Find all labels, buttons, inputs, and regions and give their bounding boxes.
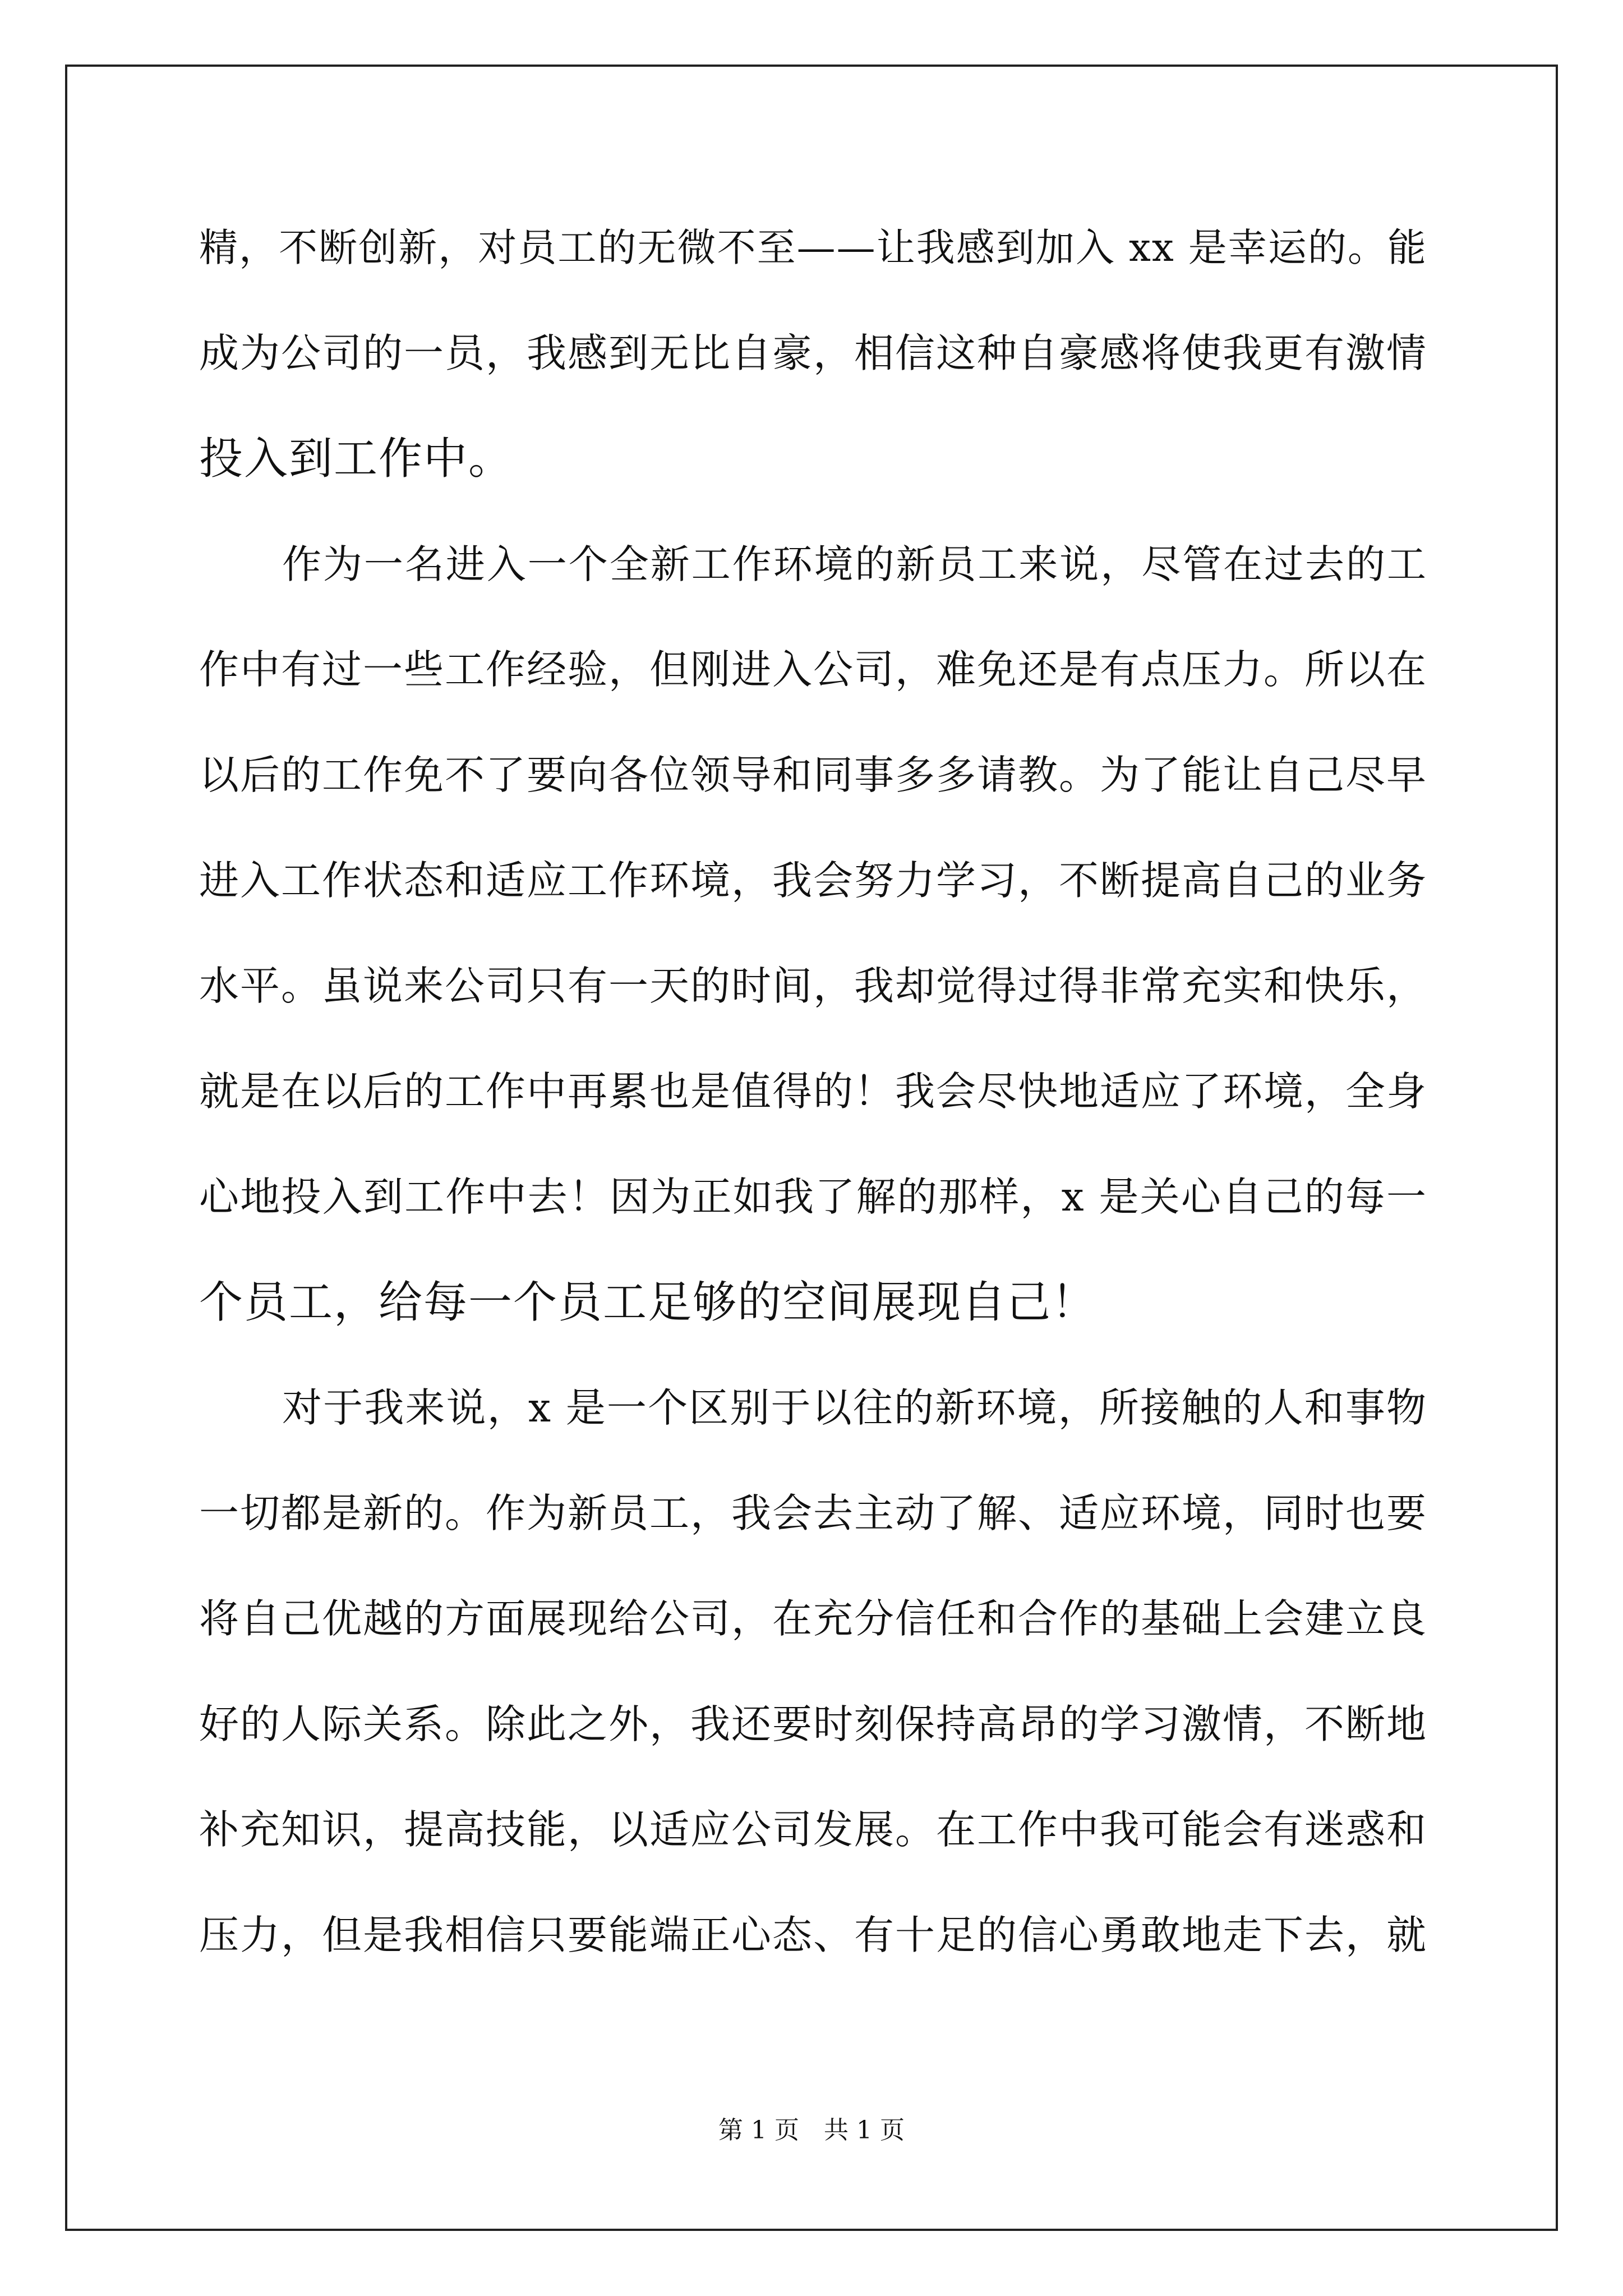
paragraph-first-line: 作为一名进入一个全新工作环境的新员工来说，尽管在过去的工 bbox=[282, 541, 1427, 587]
page-number-footer: 第 1 页 共 1 页 bbox=[718, 2116, 905, 2145]
text-line: 水平。虽说来公司只有一天的时间，我却觉得过得非常充实和快乐， bbox=[199, 963, 1428, 1009]
text-line: 压力，但是我相信只要能端正心态、有十足的信心勇敢地走下去，就 bbox=[199, 1912, 1428, 1958]
paragraph-first-line: 对于我来说，x 是一个区别于以往的新环境，所接触的人和事物 bbox=[282, 1384, 1427, 1431]
text-line: 以后的工作免不了要向各位领导和同事多多请教。为了能让自己尽早 bbox=[199, 752, 1428, 798]
text-line: 好的人际关系。除此之外，我还要时刻保持高昂的学习激情，不断地 bbox=[199, 1701, 1428, 1747]
text-line: 成为公司的一员，我感到无比自豪，相信这种自豪感将使我更有激情 bbox=[199, 330, 1428, 376]
text-line: 就是在以后的工作中再累也是值得的！我会尽快地适应了环境，全身 bbox=[199, 1068, 1428, 1115]
text-line: 心地投入到工作中去！因为正如我了解的那样，x 是关心自己的每一 bbox=[199, 1174, 1427, 1220]
text-line: 进入工作状态和适应工作环境，我会努力学习，不断提高自己的业务 bbox=[199, 857, 1428, 904]
text-line: 一切都是新的。作为新员工，我会去主动了解、适应环境，同时也要 bbox=[199, 1490, 1428, 1536]
text-line: 作中有过一些工作经验，但刚进入公司，难免还是有点压力。所以在 bbox=[199, 646, 1428, 693]
text-line: 补充知识，提高技能，以适应公司发展。在工作中我可能会有迷惑和 bbox=[199, 1806, 1428, 1853]
text-line: 投入到工作中。 bbox=[199, 434, 514, 484]
text-line: 将自己优越的方面展现给公司，在充分信任和合作的基础上会建立良 bbox=[199, 1595, 1428, 1642]
text-line: 个员工，给每一个员工足够的空间展现自己！ bbox=[199, 1277, 1097, 1328]
text-line: 精，不断创新，对员工的无微不至——让我感到加入 xx 是幸运的。能 bbox=[199, 226, 1427, 270]
document-body bbox=[199, 195, 1427, 1988]
